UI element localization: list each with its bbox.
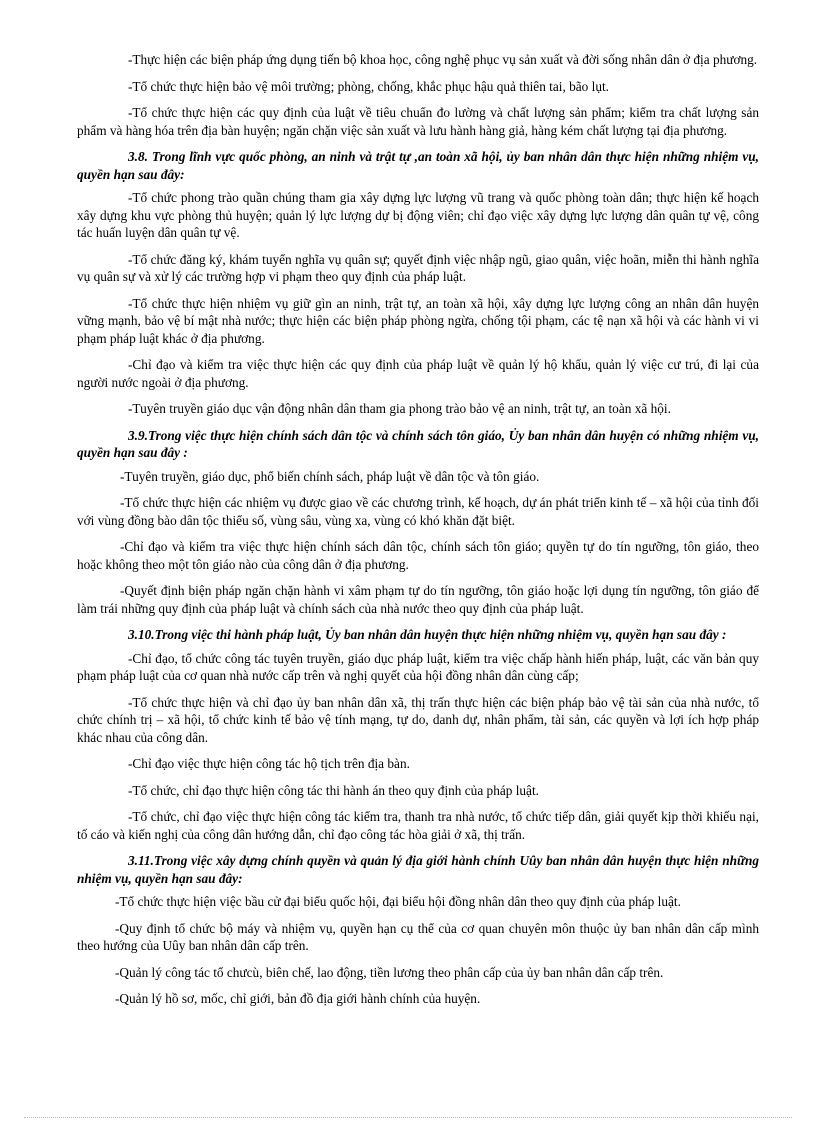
paragraph: -Tổ chức phong trào quần chúng tham gia xây dựng lực lượng vũ trang và quốc phòng toàn dân; thực hiện kế hoạch xây dựng khu vực phòng thủ huyện; quản lý lực lượng dự bị động viên; chỉ đạo việc xây dựng lực lượng dân quân tự vệ, công tác huấn luyện dân quân tự vệ. [77,190,759,240]
paragraph: -Tổ chức, chỉ đạo thực hiện công tác thi hành án theo quy định của pháp luật. [128,782,539,798]
paragraph: -Tổ chức đăng ký, khám tuyển nghĩa vụ quân sự; quyết định việc nhập ngũ, giao quân, việc hoãn, miễn thi hành nghĩa vụ quân sự và xử lý các trường hợp vi phạm theo quy định của pháp luật. [77,251,759,284]
paragraph: -Tổ chức thực hiện và chỉ đạo ủy ban nhân dân xã, thị trấn thực hiện các biện pháp bảo vệ tài sản của nhà nước, tổ chức chính trị – xã hội, tổ chức kinh tế bảo vệ tính mạng, tự do, danh dự, nhân phẩm, tài sản, các quyền và lợi ích hợp pháp khác nhau của công dân. [77,694,759,745]
paragraph: -Thực hiện các biện pháp ứng dụng tiến bộ khoa học, công nghệ phục vụ sản xuất và đời sống nhân dân ở địa phương. [128,52,758,67]
paragraph: -Tổ chức thực hiện nhiệm vụ giữ gìn an ninh, trật tự, an toàn xã hội, xây dựng lực lượng công an nhân dân huyện vững mạnh, bảo vệ bí mật nhà nước; thực hiện các biện pháp phòng ngừa, chống tội phạm, các tệ nạn xã hội và các hành vi vi phạm pháp luật khác ở địa phương. [77,295,759,346]
section-heading-3-10: 3.10.Trong việc thi hành pháp luật, Ủy ban nhân dân huyện thực hiện những nhiệm vụ, quyền hạn sau đây : [128,627,727,642]
paragraph: -Chỉ đạo, tổ chức công tác tuyên truyền, giáo dục pháp luật, kiểm tra việc chấp hành hiến pháp, luật, các văn bản quy phạm pháp luật của cơ quan nhà nước cấp trên và nghị quyết của hội đồng nhân dân cùng cấp; [77,650,759,683]
section-heading-3-9: 3.9.Trong việc thực hiện chính sách dân tộc và chính sách tôn giáo, Ủy ban nhân dân huyện có những nhiệm vụ, quyền hạn sau đây : [77,427,759,460]
page-bottom-divider [24,1117,792,1118]
section-heading-3-11: 3.11.Trong việc xây dựng chính quyền và quản lý địa giới hành chính Uûy ban nhân dân huyện thực hiện những nhiệm vụ, quyền hạn sau đây: [77,853,759,886]
paragraph: -Chỉ đạo và kiểm tra việc thực hiện các quy định của pháp luật về quản lý hộ khẩu, quản lý việc cư trú, đi lại của người nước ngoài ở địa phương. [77,357,759,390]
paragraph: -Tổ chức, chỉ đạo việc thực hiện công tác kiểm tra, thanh tra nhà nước, tổ chức tiếp dân, giải quyết kịp thời khiếu nại, tố cáo và kiến nghị của công dân hướng dẫn, chỉ đạo công tác hòa giải ở xã, thị trấn. [77,809,759,842]
paragraph: -Quản lý hồ sơ, mốc, chỉ giới, bản đồ địa giới hành chính của huyện. [115,991,481,1006]
document-body [77,51,759,1017]
paragraph: -Tuyên truyền giáo dục vận động nhân dân tham gia phong trào bảo vệ an ninh, trật tự, an toàn xã hội. [128,401,671,416]
paragraph: -Tuyên truyền, giáo dục, phổ biến chính sách, pháp luật về dân tộc và tôn giáo. [120,468,540,484]
paragraph: -Tổ chức thực hiện bảo vệ môi trường; phòng, chống, khắc phục hậu quả thiên tai, bão lụt. [128,78,609,94]
paragraph: -Tổ chức thực hiện các quy định của luật về tiêu chuẩn đo lường và chất lượng sản phẩm; kiểm tra chất lượng sản phẩm và hàng hóa trên địa bàn huyện; ngăn chặn việc sản xuất và lưu hành hàng giả, hàng kém chất lượng tại địa phương. [77,105,759,138]
paragraph: -Tổ chức thực hiện việc bầu cử đại biểu quốc hội, đại biểu hội đồng nhân dân theo quy định của pháp luật. [115,894,681,909]
section-heading-3-8: 3.8. Trong lĩnh vực quốc phòng, an ninh và trật tự ,an toàn xã hội, ủy ban nhân dân thực hiện những nhiệm vụ, quyền hạn sau đây: [77,149,759,182]
paragraph: -Quy định tổ chức bộ máy và nhiệm vụ, quyền hạn cụ thể của cơ quan chuyên môn thuộc ủy ban nhân dân cấp mình theo hướng của Uûy ban nhân dân cấp trên. [77,920,759,953]
paragraph: -Quyết định biện pháp ngăn chặn hành vi xâm phạm tự do tín ngưỡng, tôn giáo hoặc lợi dụng tín ngưỡng, tôn giáo để làm trái những quy định của pháp luật và chính sách của nhà nước theo quy định của pháp luật. [77,583,759,616]
paragraph: -Quản lý công tác tổ chưcù, biên chế, lao động, tiền lương theo phân cấp của ủy ban nhân dân cấp trên. [115,964,664,980]
paragraph: -Chỉ đạo việc thực hiện công tác hộ tịch trên địa bàn. [128,756,410,771]
paragraph: -Tổ chức thực hiện các nhiệm vụ được giao về các chương trình, kế hoạch, dự án phát triển kinh tế – xã hội của tỉnh đối với vùng đồng bào dân tộc thiểu số, vùng sâu, vùng xa, vùng có khó khăn đặt biệt. [77,495,759,528]
paragraph: -Chỉ đạo và kiểm tra việc thực hiện chính sách dân tộc, chính sách tôn giáo; quyền tự do tín ngưỡng, tôn giáo, theo hoặc không theo một tôn giáo nào của công dân ở địa phương. [77,539,759,572]
